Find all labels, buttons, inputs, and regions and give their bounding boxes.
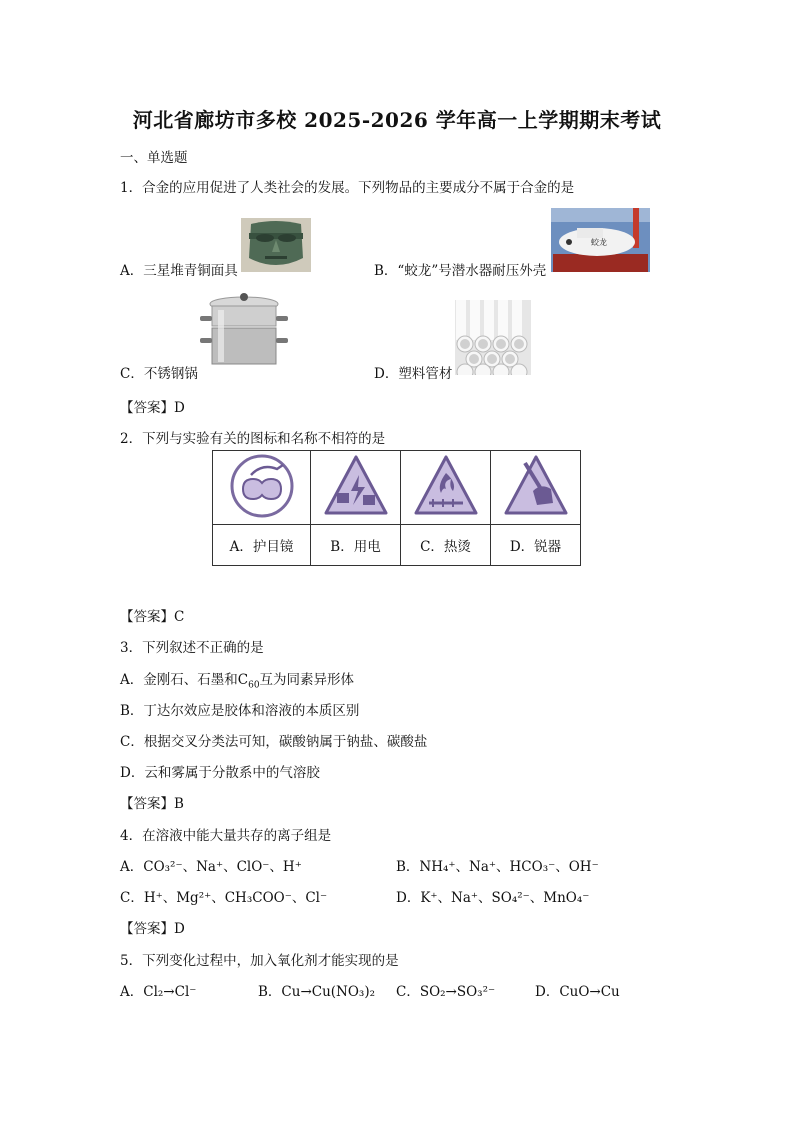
symbol-label-a: A．护目镜	[213, 525, 311, 566]
symbol-cell-a	[213, 451, 311, 525]
page-title: 河北省廊坊市多校 2025-2026 学年高一上学期期末考试	[132, 108, 662, 132]
q4-answer: 【答案】D	[120, 921, 185, 937]
q1-stem: 1．合金的应用促进了人类社会的发展。下列物品的主要成分不属于合金的是	[120, 180, 575, 196]
steel-pot-image	[196, 290, 292, 372]
q4-option-a: A．CO₃²⁻、Na⁺、ClO⁻、H⁺	[120, 859, 302, 875]
symbol-label-d: D．锐器	[491, 525, 581, 566]
q4-option-d: D．K⁺、Na⁺、SO₄²⁻、MnO₄⁻	[396, 890, 590, 906]
symbol-label-c: C．热烫	[401, 525, 491, 566]
section-heading: 一、单选题	[120, 150, 188, 166]
q3-option-a-sub: 60	[248, 680, 260, 691]
symbol-cell-b	[311, 451, 401, 525]
q3-stem: 3．下列叙述不正确的是	[120, 640, 264, 656]
q3-option-a-post: 互为同素异形体	[259, 672, 355, 688]
plastic-pipes-image	[455, 300, 531, 375]
q4-option-c: C．H⁺、Mg²⁺、CH₃COO⁻、Cl⁻	[120, 890, 328, 906]
q2-answer: 【答案】C	[120, 609, 185, 625]
q5-option-d: D．CuO→Cu	[535, 984, 620, 1000]
symbol-label-b: B．用电	[311, 525, 401, 566]
electricity-icon	[323, 453, 389, 519]
q5-stem: 5．下列变化过程中，加入氧化剂才能实现的是	[120, 953, 399, 969]
q3-option-d: D．云和雾属于分散系中的气溶胶	[120, 765, 320, 781]
symbol-cell-d	[491, 451, 581, 525]
q2-stem: 2．下列与实验有关的图标和名称不相符的是	[120, 431, 386, 447]
submersible-name-text: 蛟龙	[591, 238, 607, 247]
q3-option-a-pre: A．金刚石、石墨和C	[120, 672, 249, 688]
q1-option-a: A．三星堆青铜面具	[120, 263, 238, 279]
hot-surface-icon	[413, 453, 479, 519]
q3-option-c: C．根据交叉分类法可知，碳酸钠属于钠盐、碳酸盐	[120, 734, 428, 750]
q3-answer: 【答案】B	[120, 796, 184, 812]
q1-option-d: D．塑料管材	[374, 366, 453, 382]
bronze-mask-image	[241, 218, 311, 272]
q1-option-c: C．不锈钢锅	[120, 366, 198, 382]
submersible-image	[551, 208, 650, 272]
q5-option-c: C．SO₂→SO₃²⁻	[396, 984, 496, 1000]
sharp-objects-icon	[503, 453, 569, 519]
goggles-icon	[229, 453, 295, 519]
q5-option-a: A．Cl₂→Cl⁻	[120, 984, 197, 1000]
q1-answer: 【答案】D	[120, 400, 185, 416]
q4-option-b: B．NH₄⁺、Na⁺、HCO₃⁻、OH⁻	[396, 859, 599, 875]
q1-option-b: B．“蛟龙”号潜水器耐压外壳	[374, 263, 547, 279]
q5-option-b: B．Cu→Cu(NO₃)₂	[258, 984, 376, 1000]
symbol-cell-c	[401, 451, 491, 525]
q4-stem: 4．在溶液中能大量共存的离子组是	[120, 828, 332, 844]
q3-option-b: B．丁达尔效应是胶体和溶液的本质区别	[120, 703, 360, 719]
q3-option-a	[120, 668, 355, 691]
lab-symbol-table	[212, 450, 581, 566]
